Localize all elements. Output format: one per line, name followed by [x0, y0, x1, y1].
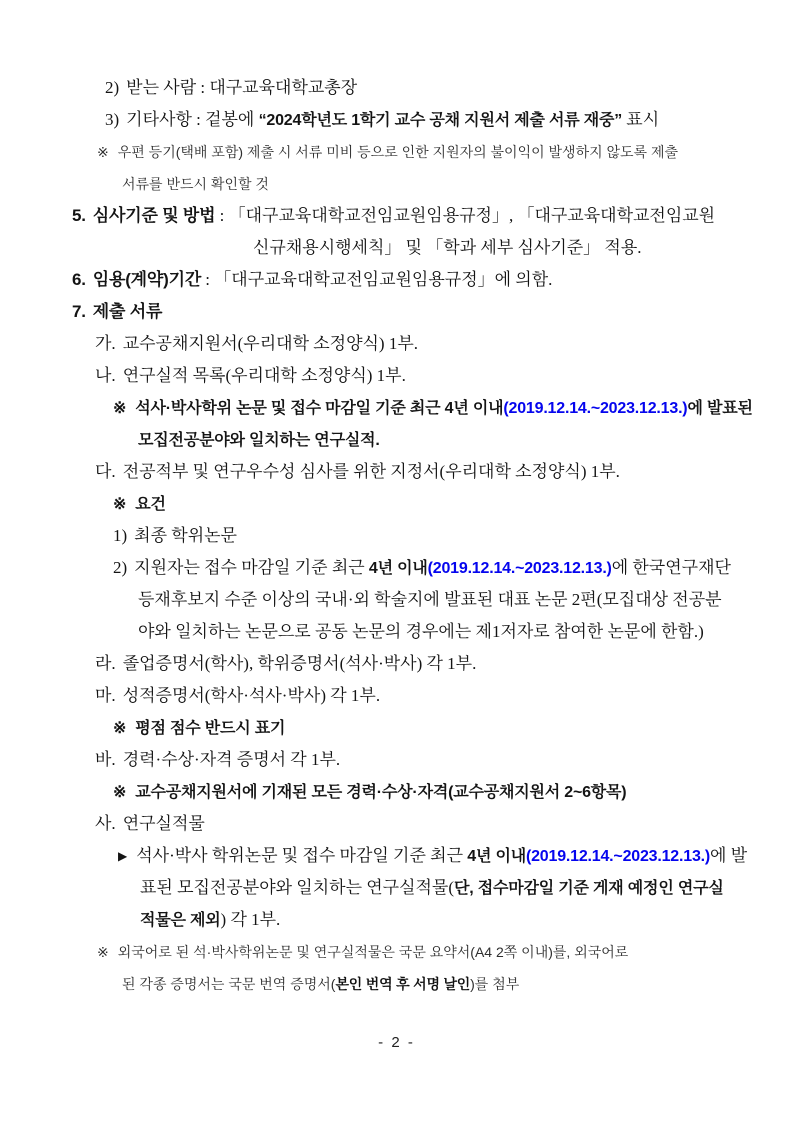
- mail-warning-line-1: [97, 136, 722, 168]
- section-7-line: [72, 296, 722, 328]
- date-range: (2019.12.14.~2023.12.13.): [503, 400, 688, 417]
- section-5-body: 「대구교육대학교전임교원임용규정」, 「대구교육대학교전임교원: [228, 206, 716, 225]
- item-marker: 바.: [95, 750, 116, 769]
- sa-bullet-text: 에 발: [710, 846, 748, 865]
- recipient-line: [105, 72, 722, 104]
- requirement-2-text: 야와 일치하는 논문으로 공동 논문의 경우에는 제1저자로 참여한 논문에 한함.): [138, 622, 704, 641]
- item-marker: 마.: [95, 686, 116, 705]
- document-body: [72, 72, 753, 1000]
- reference-mark-icon: ※: [113, 784, 127, 801]
- item-marker: 라.: [95, 654, 116, 673]
- item-ma-line: [95, 680, 722, 712]
- mail-warning-text: 서류를 반드시 확인할 것: [122, 176, 269, 192]
- section-number: 5.: [72, 206, 86, 225]
- period-emphasis: 4년 이내: [368, 560, 428, 577]
- item-ba-text: 경력·수상·자격 증명서 각 1부.: [122, 750, 341, 769]
- period-emphasis: 4년 이내: [467, 848, 526, 865]
- recipient-text: 받는 사람 : 대구교육대학교총장: [126, 78, 358, 97]
- extra-info-line: [105, 104, 722, 136]
- sa-bullet-text: 표된 모집전공분야와 일치하는 연구실적물(: [140, 878, 455, 897]
- requirements-title: 요건: [135, 496, 166, 513]
- requirement-2-text: 지원자는 접수 마감일 기준 최근: [134, 558, 369, 577]
- ba-note-line: [113, 776, 722, 808]
- foreign-note-text: 된 각종 증명서는 국문 번역 증명서(: [122, 976, 336, 992]
- requirement-2-line-1: [113, 552, 731, 584]
- na-note-line-2: [138, 424, 722, 456]
- reference-mark-icon: ※: [97, 144, 109, 160]
- item-ga-line: [95, 328, 722, 360]
- requirement-2-text: 등재후보지 수준 이상의 국내·외 학술지에 발표된 대표 논문 2편(모집대상 전공분: [138, 590, 722, 609]
- section-number: 7.: [72, 302, 86, 321]
- reference-mark-icon: ※: [113, 496, 127, 513]
- item-ma-text: 성적증명서(학사·석사·박사) 각 1부.: [122, 686, 381, 705]
- section-6-line: [72, 264, 722, 296]
- foreign-note-text: )를 첨부: [470, 976, 520, 992]
- section-number: 6.: [72, 270, 86, 289]
- mail-warning-text: 우편 등기(택배 포함) 제출 시 서류 미비 등으로 인한 지원자의 불이익이 발생하지 않도록 제출: [117, 144, 679, 160]
- item-sa-line: [95, 808, 722, 840]
- reference-mark-icon: ※: [113, 720, 127, 737]
- na-note-text: 모집전공분야와 일치하는 연구실적.: [138, 432, 380, 449]
- item-marker: 다.: [95, 462, 116, 481]
- sa-bullet-line-2: [140, 872, 722, 904]
- extra-pre: 기타사항 : 겉봉에: [126, 110, 259, 129]
- mail-warning-line-2: [122, 168, 722, 200]
- date-range: (2019.12.14.~2023.12.13.): [427, 560, 612, 577]
- reference-mark-icon: ※: [97, 944, 109, 960]
- exclusion-emphasis: 단, 접수마감일 기준 게재 예정인 연구실: [454, 880, 724, 897]
- list-number: 1): [113, 526, 128, 545]
- requirement-2-text: 에 한국연구재단: [611, 558, 731, 577]
- foreign-note-text: 외국어로 된 석·박사학위논문 및 연구실적물은 국문 요약서(A4 2쪽 이내)를, 외국어로: [117, 944, 629, 960]
- list-number: 2): [113, 558, 128, 577]
- item-ba-line: [95, 744, 722, 776]
- section-5-body: 신규채용시행세칙」 및 「학과 세부 심사기준」 적용.: [253, 238, 642, 257]
- item-sa-text: 연구실적물: [122, 814, 205, 833]
- section-6-title: 임용(계약)기간: [92, 270, 202, 289]
- requirement-1-line: [113, 520, 722, 552]
- extra-post: 표시: [622, 110, 660, 129]
- ma-note-line: [113, 712, 722, 744]
- item-marker: 사.: [95, 814, 116, 833]
- section-5-line-1: [72, 200, 722, 232]
- date-range: (2019.12.14.~2023.12.13.): [525, 848, 711, 865]
- sa-bullet-text: ) 각 1부.: [220, 910, 281, 929]
- page-number: - 2 -: [378, 1034, 415, 1051]
- na-note-text: 석사·박사학위 논문 및 접수 마감일 기준 최근 4년 이내: [135, 400, 504, 417]
- requirement-2-line-2: [138, 584, 722, 616]
- section-7-title: 제출 서류: [92, 302, 163, 321]
- na-note-line-1: [113, 392, 753, 424]
- section-5-title: 심사기준 및 방법: [92, 206, 216, 225]
- foreign-note-line-1: [97, 936, 722, 968]
- exclusion-emphasis: 적물은 제외: [140, 912, 221, 929]
- sa-bullet-text: 석사·박사 학위논문 및 접수 마감일 기준 최근: [136, 846, 468, 865]
- list-number: 3): [105, 110, 120, 129]
- item-ra-line: [95, 648, 722, 680]
- item-da-text: 전공적부 및 연구우수성 심사를 위한 지정서(우리대학 소정양식) 1부.: [122, 462, 620, 481]
- ma-note-text: 평점 점수 반드시 표기: [135, 720, 286, 737]
- envelope-label-emphasis: “2024학년도 1학기 교수 공채 지원서 제출 서류 재중”: [258, 112, 623, 129]
- na-note-text: 에 발표된: [687, 400, 753, 417]
- section-5-line-2: [253, 232, 722, 264]
- ba-note-text: 교수공채지원서에 기재된 모든 경력·수상·자격(교수공채지원서 2~6항목): [135, 784, 627, 801]
- item-marker: 나.: [95, 366, 116, 385]
- signature-emphasis: 본인 번역 후 서명 날인: [335, 976, 471, 992]
- list-number: 2): [105, 78, 120, 97]
- item-ga-text: 교수공채지원서(우리대학 소정양식) 1부.: [122, 334, 419, 353]
- item-ra-text: 졸업증명서(학사), 학위증명서(석사·박사) 각 1부.: [122, 654, 477, 673]
- requirements-header: [113, 488, 722, 520]
- item-da-line: [95, 456, 722, 488]
- section-6-body: 「대구교육대학교전임교원임용규정」에 의함.: [214, 270, 553, 289]
- colon-separator: :: [215, 206, 229, 225]
- requirement-2-line-3: [138, 616, 722, 648]
- foreign-note-line-2: [122, 968, 722, 1000]
- reference-mark-icon: ※: [113, 400, 127, 417]
- item-na-line: [95, 360, 722, 392]
- sa-bullet-line-3: [140, 904, 722, 936]
- sa-bullet-line-1: [118, 840, 748, 872]
- triangle-bullet-icon: ▶: [118, 849, 128, 863]
- colon-separator: :: [201, 270, 215, 289]
- item-na-text: 연구실적 목록(우리대학 소정양식) 1부.: [122, 366, 406, 385]
- requirement-1-text: 최종 학위논문: [134, 526, 237, 545]
- item-marker: 가.: [95, 334, 116, 353]
